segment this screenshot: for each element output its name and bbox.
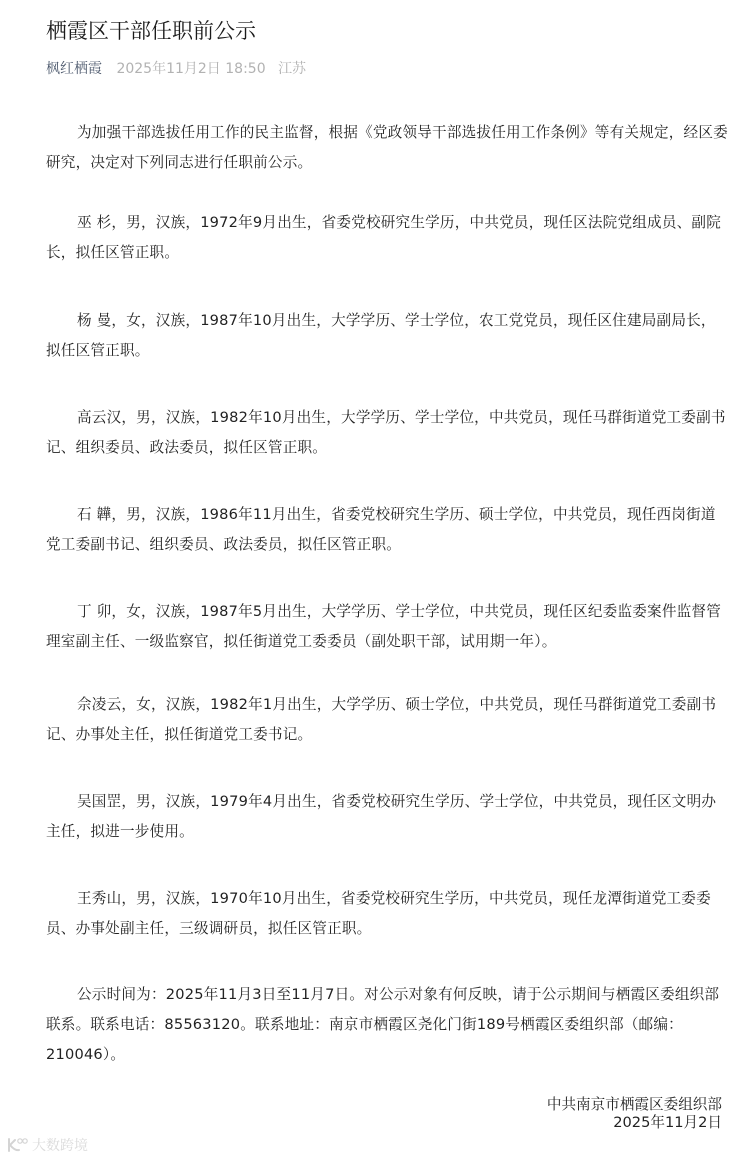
candidate-paragraph: 石 韡，男，汉族，1986年11月出生，省委党校研究生学历、硕士学位，中共党员，现任西岗街道党工委副书记、组织委员、政法委员，拟任区管正职。	[46, 506, 716, 553]
candidate-paragraph: 巫 杉，男，汉族，1972年9月出生，省委党校研究生学历，中共党员，现任区法院党组成员、副院长，拟任区管正职。	[46, 214, 722, 261]
intro-paragraph: 为加强干部选拔任用工作的民主监督，根据《党政领导干部选拔任用工作条例》等有关规定，经区委研究，决定对下列同志进行任职前公示。	[46, 124, 728, 171]
article-title: 栖霞区干部任职前公示	[46, 19, 256, 43]
watermark	[6, 1135, 88, 1155]
candidate-paragraph: 高云汉，男，汉族，1982年10月出生，大学学历、学士学位，中共党员，现任马群街道党工委副书记、组织委员、政法委员，拟任区管正职。	[46, 409, 726, 456]
signature-organization: 中共南京市栖霞区委组织部	[546, 1096, 722, 1113]
publish-location: 江苏	[278, 61, 307, 77]
signature-date: 2025年11月2日	[613, 1114, 722, 1131]
candidate-paragraph: 吴国罡，男，汉族，1979年4月出生，省委党校研究生学历、学士学位，中共党员，现任区文明办主任，拟进一步使用。	[46, 793, 717, 840]
notice-paragraph: 公示时间为：2025年11月3日至11月7日。对公示对象有何反映，请于公示期间与栖霞区委组织部联系。联系电话：85563120。联系地址：南京市栖霞区尧化门街189号栖霞区委组织部（邮编：210046）。	[46, 986, 720, 1063]
watermark-text: 大数跨境	[32, 1138, 88, 1154]
candidate-paragraph: 丁 卯，女，汉族，1987年5月出生，大学学历、学士学位，中共党员，现任区纪委监委案件监督管理室副主任、一级监察官，拟任街道党工委委员（副处职干部，试用期一年）。	[46, 603, 722, 650]
candidate-paragraph: 王秀山，男，汉族，1970年10月出生，省委党校研究生学历，中共党员，现任龙潭街道党工委委员、办事处副主任，三级调研员，拟任区管正职。	[46, 890, 711, 937]
signature-block	[547, 1096, 722, 1132]
candidate-paragraph: 佘凌云，女，汉族，1982年1月出生，大学学历、硕士学位，中共党员，现任马群街道党工委副书记、办事处主任，拟任街道党工委书记。	[46, 696, 717, 743]
k-logo-icon	[6, 1137, 28, 1153]
candidate-paragraph: 杨 曼，女，汉族，1987年10月出生，大学学历、学士学位，农工党党员，现任区住建局副局长，拟任区管正职。	[46, 312, 716, 359]
publish-datetime: 2025年11月2日 18:50	[116, 61, 266, 77]
article-meta	[46, 59, 306, 79]
author-link[interactable]: 枫红栖霞	[46, 61, 102, 77]
